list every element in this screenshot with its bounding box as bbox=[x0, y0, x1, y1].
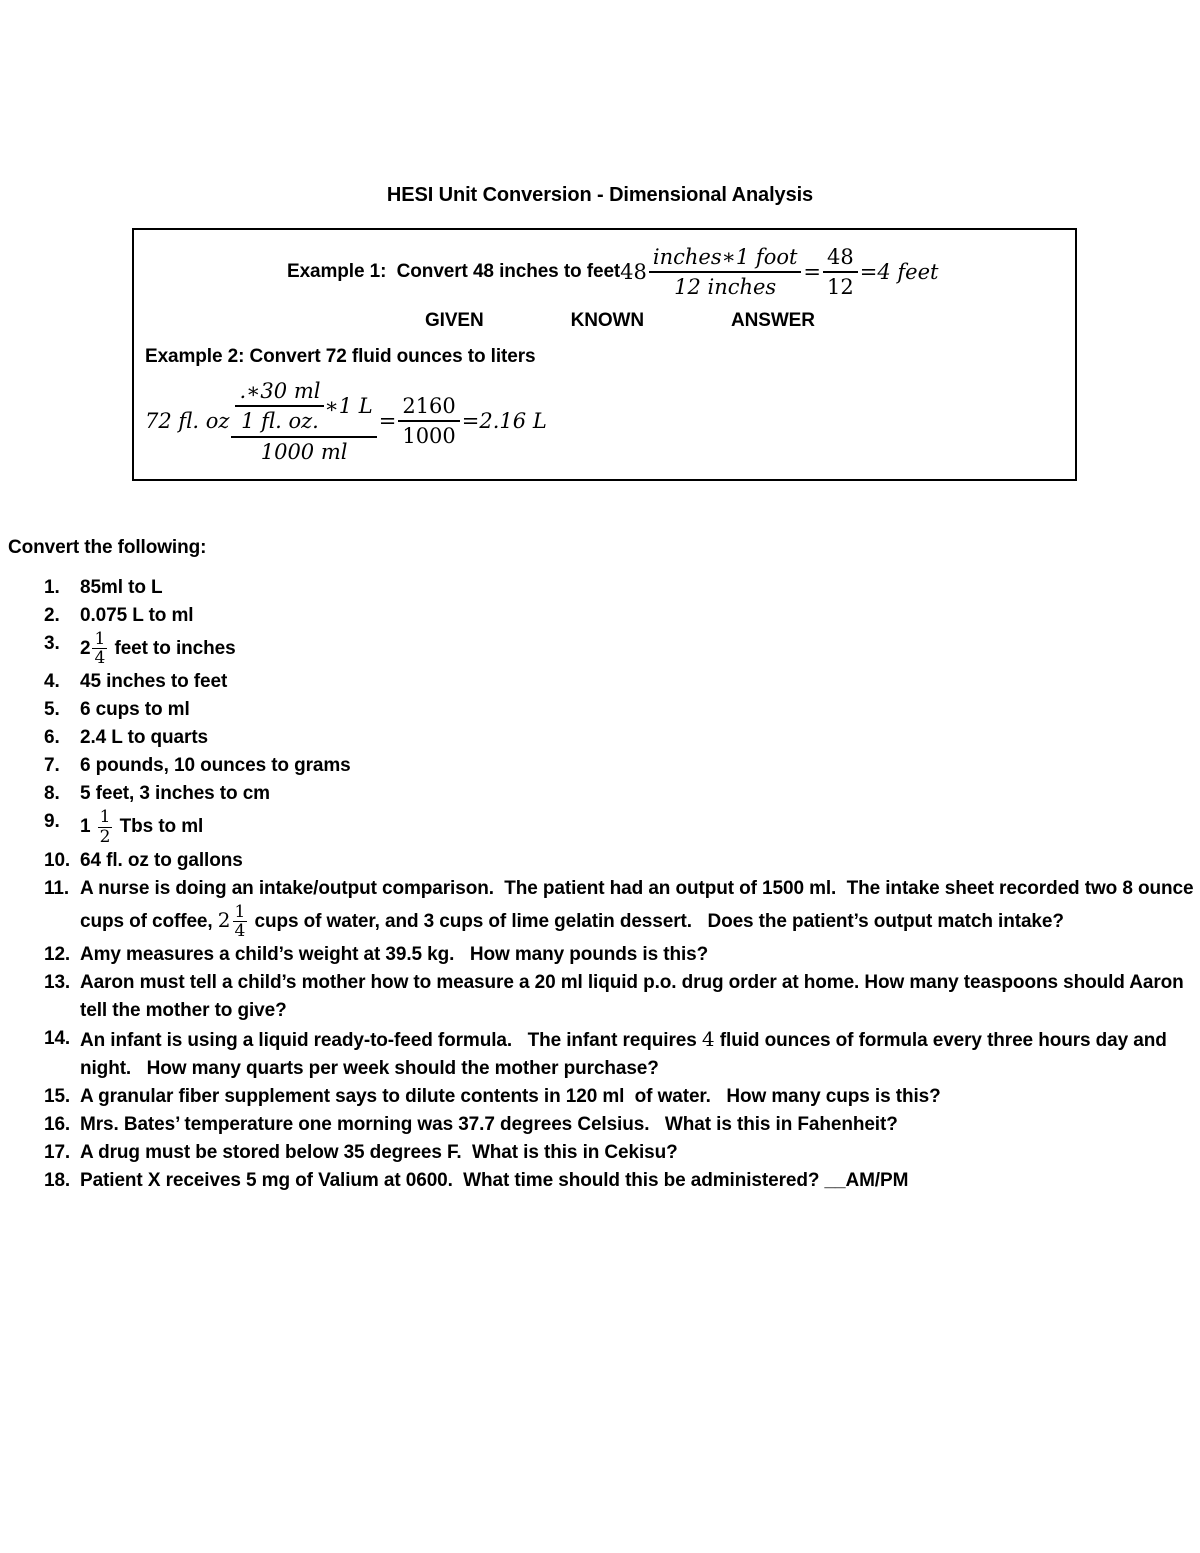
problem-text: 0.075 L to ml bbox=[80, 604, 194, 626]
problem-text: 5 feet, 3 inches to cm bbox=[80, 783, 270, 805]
problem-item-6 bbox=[44, 724, 1200, 752]
problem-number: 8. bbox=[44, 783, 60, 805]
outer-frac-denominator: 1000 ml bbox=[260, 439, 348, 464]
example1-fraction1 bbox=[649, 244, 802, 301]
problem-number: 9. bbox=[44, 811, 60, 833]
example2-fraction2 bbox=[398, 393, 459, 450]
frac-numerator: .∗30 ml bbox=[235, 378, 324, 407]
problem-item-17 bbox=[44, 1139, 1200, 1167]
problem-item-5 bbox=[44, 696, 1200, 724]
problem-item-14 bbox=[44, 1025, 1200, 1083]
problem-item-4 bbox=[44, 668, 1200, 696]
worksheet-column-headers bbox=[425, 310, 1075, 332]
frac-denominator: 4 bbox=[234, 921, 246, 942]
inline-fraction bbox=[233, 903, 248, 941]
problem-text: Patient X receives 5 mg of Valium at 0600. What time should this be administered? __AM/PM bbox=[80, 1169, 909, 1191]
inner-multiplier: ∗1 L bbox=[324, 394, 373, 419]
frac-numerator: 1 bbox=[234, 901, 246, 922]
problem-item-2 bbox=[44, 602, 1200, 630]
outer-frac-numerator bbox=[231, 378, 376, 438]
problem-text: 64 fl. oz to gallons bbox=[80, 849, 243, 871]
problem-text: 45 inches to feet bbox=[80, 671, 228, 693]
problem-item-8 bbox=[44, 780, 1200, 808]
example1-fraction2 bbox=[823, 244, 858, 301]
frac-denominator: 1000 bbox=[402, 424, 456, 449]
example1-label: Example 1: Convert 48 inches to feet bbox=[287, 261, 621, 282]
problem-number: 15. bbox=[44, 1085, 71, 1107]
problem-item-18 bbox=[44, 1167, 1200, 1195]
problem-number: 11. bbox=[44, 877, 70, 899]
page-title: HESI Unit Conversion - Dimensional Analysis bbox=[386, 184, 814, 206]
problem-text: feet to inches bbox=[109, 637, 236, 659]
problem-item-16 bbox=[44, 1111, 1200, 1139]
problem-text: An infant is using a liquid ready-to-feed formula. The infant requires bbox=[80, 1029, 702, 1051]
example2-inner-fraction bbox=[235, 378, 324, 435]
example2-outer-fraction bbox=[231, 378, 376, 465]
frac-numerator: inches∗1 foot bbox=[649, 244, 802, 273]
problem-item-13 bbox=[44, 969, 1200, 1025]
example2-lead: 72 fl. oz bbox=[145, 409, 230, 434]
instructions-heading: Convert the following: bbox=[8, 536, 207, 558]
frac-numerator: 2160 bbox=[398, 393, 459, 422]
problem-text: 2 bbox=[80, 637, 91, 659]
problem-text: Tbs to ml bbox=[114, 816, 204, 838]
problem-list bbox=[44, 574, 1200, 1195]
problem-number: 3. bbox=[44, 632, 60, 654]
example1-equation bbox=[620, 244, 938, 301]
problem-number: 6. bbox=[44, 727, 60, 749]
problem-text: 1 bbox=[80, 816, 96, 838]
problem-text: fluid ounces of formula every three hours day and night. How many quarts per week should the mother purchase? bbox=[80, 1029, 1172, 1079]
example2-result: 2.16 L bbox=[479, 409, 547, 434]
problem-number: 12. bbox=[44, 943, 71, 965]
example2-label: Example 2: Convert 72 fluid ounces to liters bbox=[145, 346, 536, 367]
known-header: KNOWN bbox=[570, 310, 645, 331]
math-number: 4 bbox=[701, 1026, 715, 1051]
inline-fraction bbox=[98, 808, 113, 846]
example1-row bbox=[287, 236, 1075, 308]
equals-sign: = bbox=[461, 409, 480, 434]
problem-text: Amy measures a child’s weight at 39.5 kg. How many pounds is this? bbox=[80, 943, 709, 965]
problem-number: 18. bbox=[44, 1169, 71, 1191]
problem-text: 85ml to L bbox=[80, 576, 163, 598]
problem-number: 5. bbox=[44, 699, 60, 721]
examples-box bbox=[132, 228, 1077, 481]
frac-numerator: 48 bbox=[823, 244, 858, 273]
problem-item-11 bbox=[44, 875, 1200, 941]
problem-number: 4. bbox=[44, 671, 60, 693]
problem-item-7 bbox=[44, 752, 1200, 780]
example1-result: 4 feet bbox=[877, 260, 939, 284]
problem-number: 13. bbox=[44, 971, 71, 993]
frac-denominator: 4 bbox=[94, 648, 106, 669]
problem-item-9 bbox=[44, 808, 1200, 846]
problem-number: 10. bbox=[44, 849, 71, 871]
problem-number: 17. bbox=[44, 1141, 71, 1163]
problem-number: 7. bbox=[44, 755, 60, 777]
problem-text: 6 pounds, 10 ounces to grams bbox=[80, 755, 351, 777]
problem-text: Aaron must tell a child’s mother how to measure a 20 ml liquid p.o. drug order at home. How many teaspoons should Aaron tell the mother to give? bbox=[80, 971, 1189, 1021]
answer-header: ANSWER bbox=[731, 310, 815, 331]
example2-equation bbox=[145, 378, 547, 465]
problem-text: 2.4 L to quarts bbox=[80, 727, 209, 749]
mixed-number-whole: 2 bbox=[217, 907, 231, 932]
equals-sign: = bbox=[859, 260, 878, 284]
problem-text: A drug must be stored below 35 degrees F. What is this in Cekisu? bbox=[80, 1141, 678, 1163]
problem-item-15 bbox=[44, 1083, 1200, 1111]
problem-item-3 bbox=[44, 630, 1200, 668]
frac-numerator: 1 bbox=[99, 807, 111, 828]
problem-number: 16. bbox=[44, 1113, 71, 1135]
inline-fraction bbox=[92, 630, 107, 668]
example1-coefficient: 48 bbox=[620, 260, 647, 284]
problem-text: A granular fiber supplement says to dilute contents in 120 ml of water. How many cups is this? bbox=[80, 1085, 941, 1107]
problem-item-12 bbox=[44, 941, 1200, 969]
equals-sign: = bbox=[803, 260, 822, 284]
problem-text: Mrs. Bates’ temperature one morning was 37.7 degrees Celsius. What is this in Fahenheit? bbox=[80, 1113, 898, 1135]
frac-denominator: 1 fl. oz. bbox=[241, 409, 319, 434]
problem-number: 2. bbox=[44, 604, 60, 626]
problem-item-1 bbox=[44, 574, 1200, 602]
problem-text: cups of water, and 3 cups of lime gelatin dessert. Does the patient’s output match intake? bbox=[249, 910, 1064, 932]
problem-number: 1. bbox=[44, 576, 60, 598]
frac-denominator: 2 bbox=[99, 826, 111, 847]
inner-expression bbox=[235, 378, 372, 435]
problem-text: A nurse is doing an intake/output comparison. The patient had an output of 1500 ml. The intake sheet recorded two 8 ounce cups of coffee, bbox=[80, 877, 1199, 932]
frac-denominator: 12 inches bbox=[674, 275, 777, 299]
frac-denominator: 12 bbox=[827, 275, 854, 299]
equals-sign: = bbox=[378, 409, 397, 434]
problem-number: 14. bbox=[44, 1027, 71, 1049]
given-header: GIVEN bbox=[425, 310, 484, 331]
problem-text: 6 cups to ml bbox=[80, 699, 190, 721]
frac-numerator: 1 bbox=[94, 628, 106, 649]
problem-item-10 bbox=[44, 847, 1200, 875]
